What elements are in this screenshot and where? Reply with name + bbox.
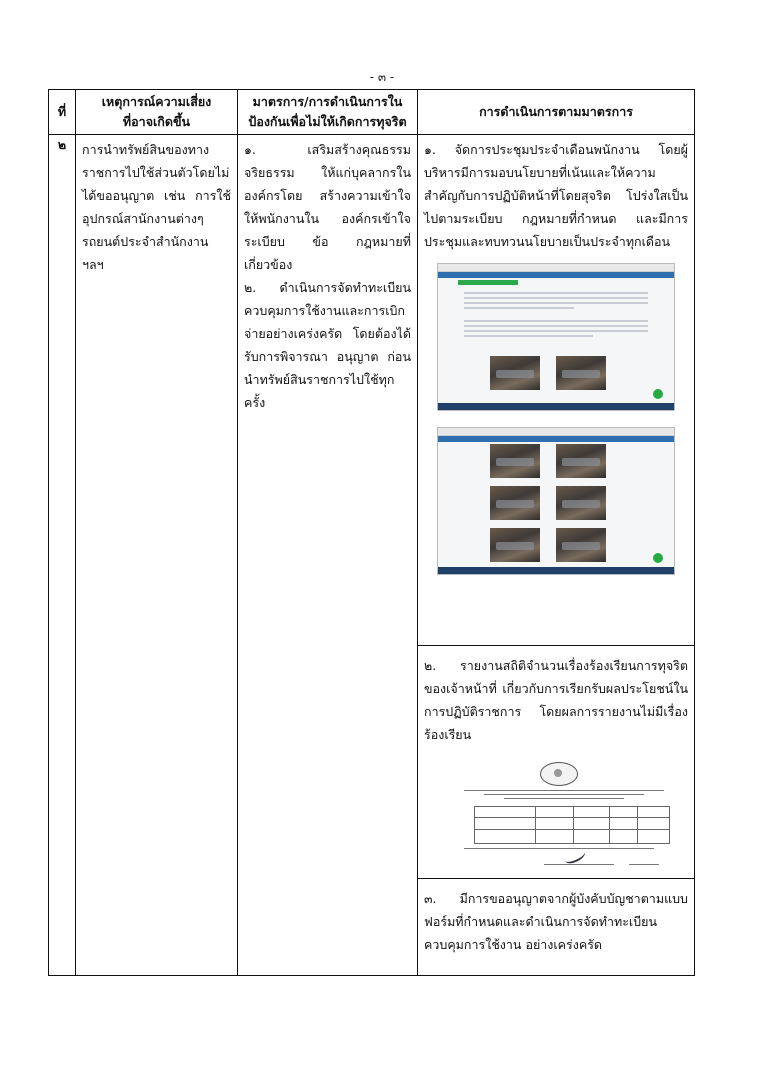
measure-2: ๒. ดำเนินการจัดทำทะเบียนควบคุมการใช้งานและการเบิกจ่ายอย่างเคร่งครัด โดยต้องได้รับการพิจารณา อนุญาต ก่อนนำทรัพย์สินราชการไปใช้ทุกครั้ง xyxy=(244,280,411,410)
chat-icon xyxy=(652,552,664,564)
action-2: ๒. รายงานสถิติจำนวนเรื่องร้องเรียนการทุจริตของเจ้าหน้าที่ เกี่ยวกับการเรียกรับผลประโยชน์ในการปฏิบัติราชการ โดยผลการรายงานไม่มีเรื่องร้องเรียน xyxy=(424,658,688,742)
action-3: ๓. มีการขออนุญาตจากผู้บังคับบัญชาตามแบบฟอร์มที่กำหนดและดำเนินการจัดทำทะเบียนควบคุมการใช้งาน อย่างเคร่งครัด xyxy=(424,891,688,952)
table-header-row xyxy=(49,90,695,135)
table-row xyxy=(49,135,695,976)
header-risk: เหตุการณ์ความเสี่ยง ที่อาจเกิดขึ้น xyxy=(76,90,238,135)
risk-text: การนำทรัพย์สินของทางราชการไปใช้ส่วนตัวโดยไม่ได้ขออนุญาต เช่น การใช้อุปกรณ์สานักงานต่างๆ รถยนต์ประจำสำนักงาน ฯลฯ xyxy=(82,142,231,272)
measure-1: ๑. เสริมสร้างคุณธรรม จริยธรรม ให้แก่บุคลากรในองค์กรโดย สร้างความเข้าใจให้พนักงานใน องค์กรเข้าใจ ระเบียบ ข้อ กฎหมายที่เกี่ยวข้อง xyxy=(244,142,411,272)
signature-icon xyxy=(563,847,588,866)
measures-cell xyxy=(238,135,418,976)
page-number: - ๓ - xyxy=(369,70,395,84)
risk-cell xyxy=(76,135,238,976)
row-number: ๒ xyxy=(49,135,76,976)
header-measures: มาตรการ/การดำเนินการใน ป้องกันเพื่อไม่ให้เกิดการทุจริต xyxy=(238,90,418,135)
actions-cell xyxy=(418,135,695,976)
complaint-report-document xyxy=(444,762,668,874)
meeting-webpage-screenshot-2 xyxy=(437,427,675,575)
risk-measures-table xyxy=(48,89,695,976)
action-1: ๑. จัดการประชุมประจำเดือนพนักงาน โดยผู้บริหารมีการมอบนโยบายที่เน้นและให้ความสำคัญกับการปฏิบัติหน้าที่โดยสุจริต โปร่งใสเป็นไปตามระเบียบ กฎหมายที่กำหนด และมีการประชุมและทบทวนนโยบายเป็นประจำทุกเดือน xyxy=(424,142,688,249)
header-no: ที่ xyxy=(49,90,76,135)
meeting-webpage-screenshot-1 xyxy=(437,263,675,411)
chat-icon xyxy=(652,388,664,400)
header-actions: การดำเนินการตามมาตรการ xyxy=(418,90,695,135)
government-seal-icon xyxy=(540,762,578,786)
